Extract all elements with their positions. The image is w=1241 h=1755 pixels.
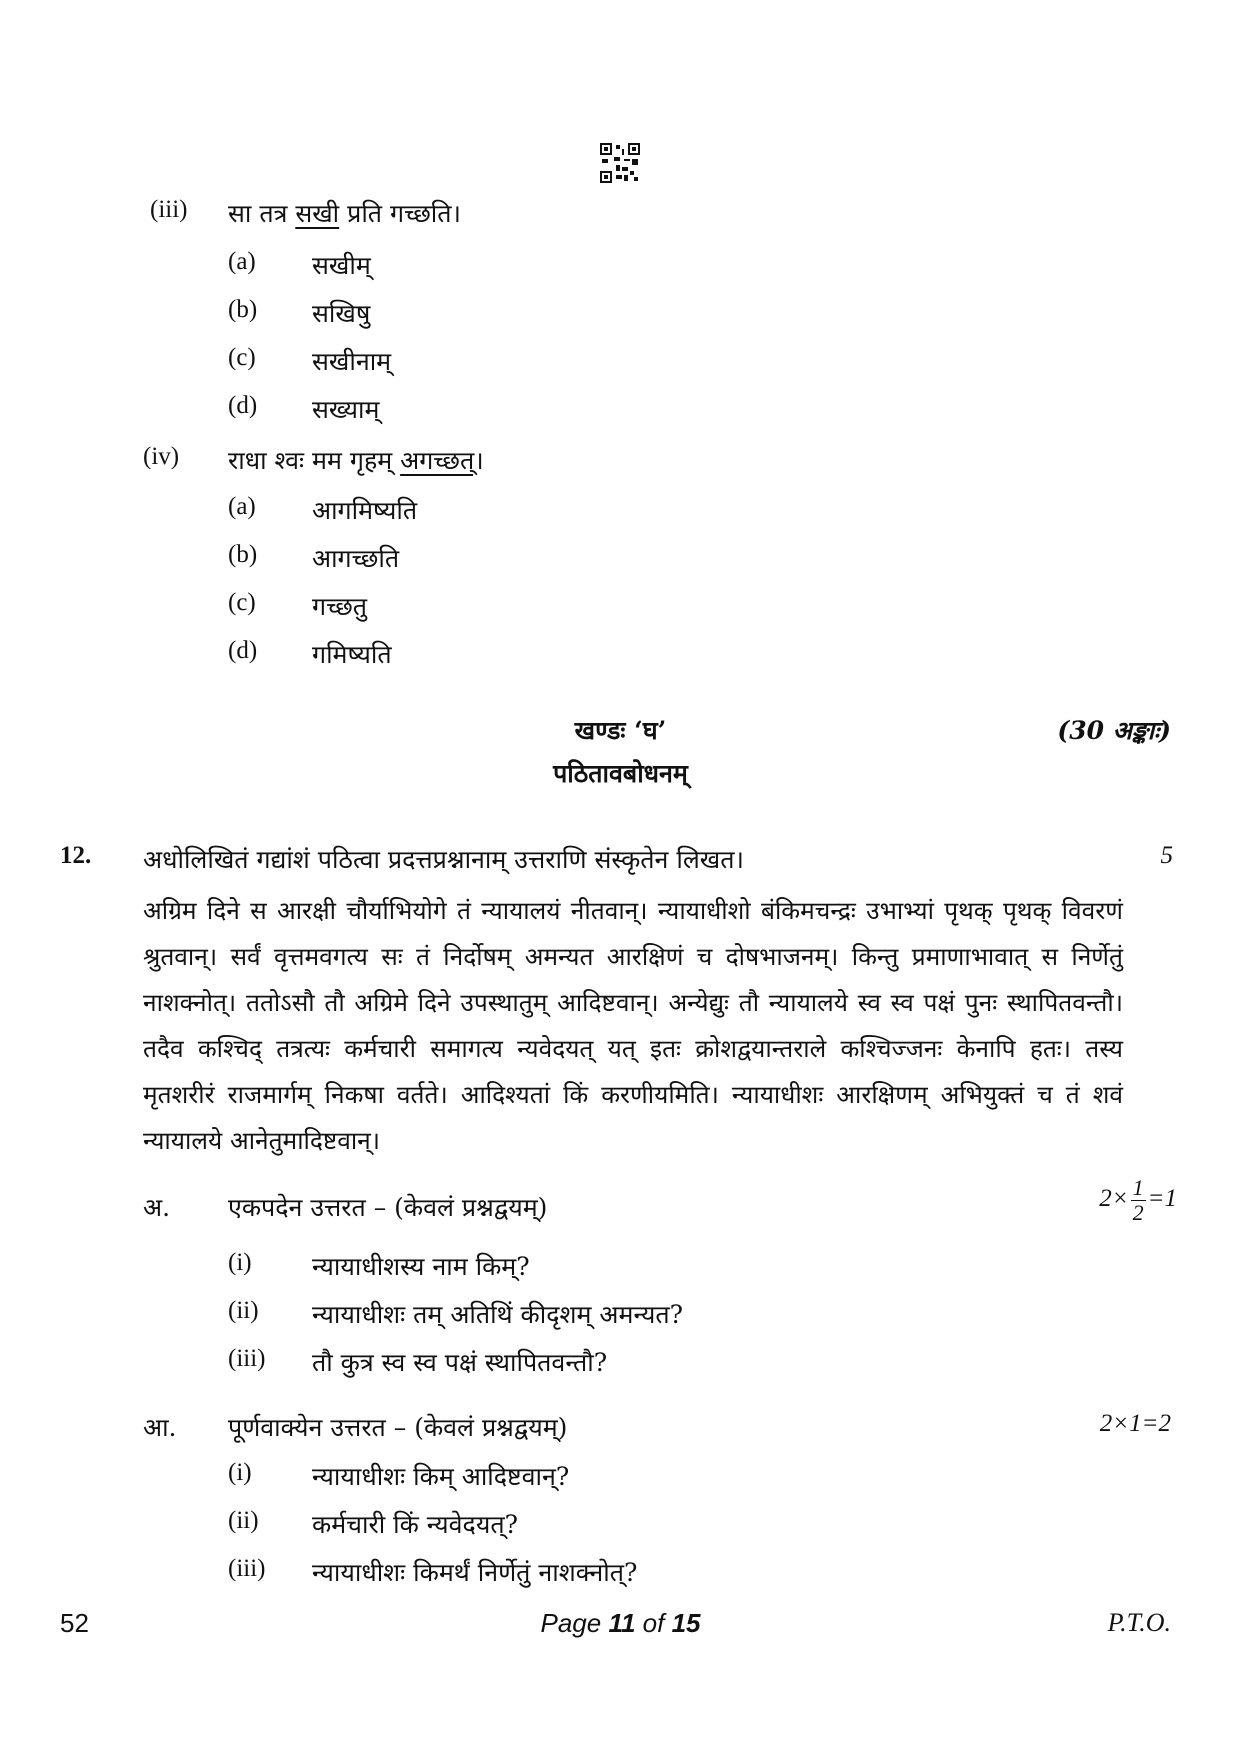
option-text: सखीनाम् [312,347,392,376]
question-text: न्यायाधीशस्य नाम किम्? [312,1252,530,1281]
qr-code-icon [600,143,640,183]
q11-iii-underlined-word: सखी [295,199,340,228]
option-text: आगच्छति [312,544,400,573]
option-label: (d) [228,637,258,664]
q11-iii-sentence-pre: सा तत्र [228,199,296,228]
paper-code: 52 [60,1608,89,1638]
question-text: न्यायाधीशः किम् आदिष्टवान्? [312,1462,570,1491]
page-mid: of [635,1608,672,1638]
fraction-denominator: 2 [1132,1200,1144,1225]
fraction [1131,1176,1146,1225]
q12-number: 12. [60,842,92,869]
question-text: तौ कुत्र स्व स्व पक्षं स्थापितवन्तौ? [312,1348,608,1377]
part-a-marks-pre: 2× [1099,1185,1129,1213]
q11-iii-number: (iii) [150,196,188,223]
question-text: न्यायाधीशः किमर्थं निर्णेतुं नाशक्नोत्? [312,1558,638,1587]
part-aa-instruction: पूर्णवाक्येन उत्तरत – (केवलं प्रश्नद्वयम्) [228,1413,568,1442]
part-a-instruction: एकपदेन उत्तरत – (केवलं प्रश्नद्वयम्) [228,1193,548,1222]
pto-label: P.T.O. [1107,1608,1171,1637]
q11-iv-number: (iv) [143,443,180,470]
part-a-marks [1099,1176,1177,1225]
option-label: (a) [228,493,256,520]
question-number: (i) [228,1459,252,1486]
part-a-marks-post: =1 [1147,1185,1177,1213]
page-number [0,1608,1241,1639]
page-prefix: Page [540,1608,609,1638]
section-title: खण्डः ‘घ’ [574,716,667,745]
part-a-label: अ. [143,1193,171,1222]
fraction-numerator: 1 [1132,1175,1144,1200]
question-number: (iii) [228,1555,266,1582]
question-number: (i) [228,1249,252,1276]
q11-iv-sentence-post: । [474,446,484,475]
q12-marks: 5 [1160,842,1173,869]
question-text: न्यायाधीशः तम् अतिथिं कीदृशम् अमन्यत? [312,1300,683,1329]
option-label: (d) [228,392,258,419]
option-text: सखीम् [312,251,371,280]
question-number: (ii) [228,1297,259,1324]
question-number: (iii) [228,1345,266,1372]
section-subtitle: पठितावबोधनम् [553,759,688,788]
q11-iv-sentence-pre: राधा श्वः मम गृहम् [228,446,401,475]
q11-iii-sentence [228,196,461,230]
option-label: (b) [228,541,258,568]
part-aa-label: आ. [143,1413,177,1442]
option-label: (a) [228,248,256,275]
question-number: (ii) [228,1507,259,1534]
q11-iii-sentence-post: प्रति गच्छति। [339,199,462,228]
option-text: गमिष्यति [312,640,392,669]
option-label: (c) [228,344,256,371]
q11-iv-sentence [228,443,484,477]
option-text: गच्छतु [312,592,368,621]
page-total: 15 [671,1608,701,1638]
option-label: (c) [228,589,256,616]
q12-passage: अग्रिम दिने स आरक्षी चौर्याभियोगे तं न्यायालयं नीतवान्। न्यायाधीशो बंकिमचन्द्रः उभाभ्यां पृथक् पृथक् विवरणं श्रुतवान्। सर्वं वृत्तमवगत्य सः तं निर्दोषम् अमन्यत आरक्षिणं च दोषभाजनम्। किन्तु प्रमाणाभावात् स निर्णेतुं नाशक्नोत्। ततोऽसौ तौ अग्रिमे दिने उपस्थातुम् आदिष्टवान्। अन्येद्युः तौ न्यायालये स्व स्व पक्षं पुनः स्थापितवन्तौ। तदैव कश्चिद् तत्रत्यः कर्मचारी समागत्य न्यवेदयत् यत् इतः क्रोशद्वयान्तराले कश्चिज्जनः केनापि हतः। तस्य मृतशरीरं राजमार्गम् निकषा वर्तते। आदिश्यतां किं करणीयमिति। न्यायाधीशः आरक्षिणम् अभियुक्तं च तं शवं न्यायालये आनेतुमादिष्टवान्। [143,896,1123,1155]
question-text: कर्मचारी किं न्यवेदयत्? [312,1510,518,1539]
option-label: (b) [228,296,258,323]
q11-iv-underlined-word: अगच्छत् [400,446,475,475]
option-text: सखिषु [312,299,371,328]
part-aa-marks: 2×1=2 [1099,1410,1171,1437]
page-current: 11 [608,1608,636,1638]
option-text: आगमिष्यति [312,496,418,525]
q12-instruction: अधोलिखितं गद्यांशं पठित्वा प्रदत्तप्रश्नानाम् उत्तराणि संस्कृतेन लिखत। [143,845,744,874]
option-text: सख्याम् [312,395,380,424]
section-marks: (30 अङ्काः) [1057,716,1171,745]
